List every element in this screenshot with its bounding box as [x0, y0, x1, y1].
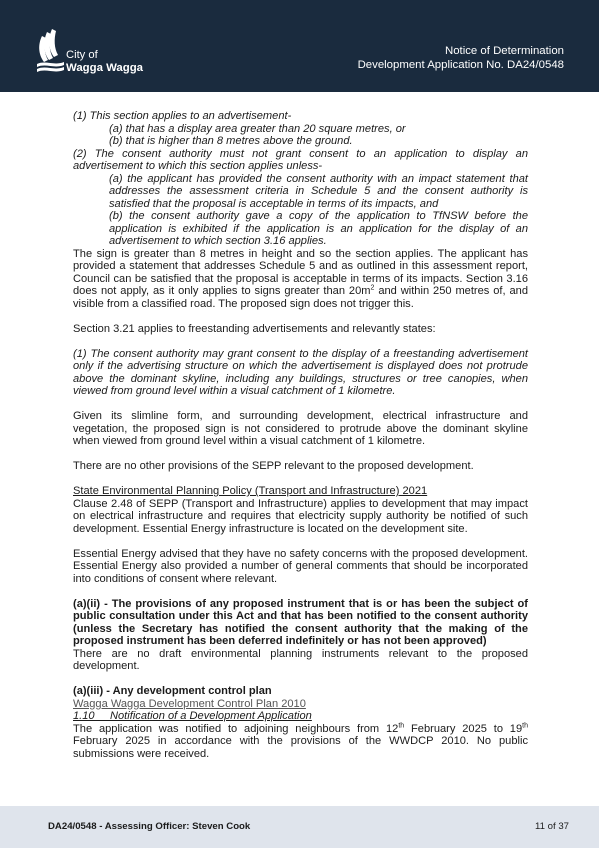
- quote-clause-1: (1) This section applies to an advertisement-: [73, 110, 292, 122]
- page-header: [0, 0, 599, 92]
- paragraph-section-321: Section 3.21 applies to freestanding advertisements and relevantly states:: [73, 322, 436, 335]
- header-title-block: [358, 44, 564, 72]
- paragraph-clause-248: Clause 2.48 of SEPP (Transport and Infrastructure) applies to development that may impact on electrical infrastructure and requires that electricity supply authority be notified of such development. Essential Energy infrastructure is located on the development site.: [73, 497, 528, 535]
- footer-officer: DA24/0548 - Assessing Officer: Steven Cook: [48, 821, 251, 832]
- document-subtitle: Development Application No. DA24/0548: [357, 59, 564, 72]
- quote-clause-2b: (b) the consent authority gave a copy of the application to TfNSW before the application is exhibited if the application is an application for the display of an advertisement to which section 3.16 applies.: [109, 210, 528, 247]
- heading-sepp-transport: State Environmental Planning Policy (Transport and Infrastructure) 2021: [73, 485, 428, 497]
- heading-proposed-instrument: (a)(ii) - The provisions of any proposed instrument that is or has been the subject of public consultation under this Act and that has been notified to the consent authority (unless the Secretary has notified the consent authority that the making of the proposed instrument has been deferred indefinitely or has not been approved): [73, 597, 528, 647]
- heading-notification: 1.10 Notification of a Development Application: [73, 710, 312, 722]
- paragraph-sign-height: The sign is greater than 8 metres in height and so the section applies. The applicant has provided a statement that addresses Schedule 5 and as outlined in this assessment report, Council can be satisfied that the proposal is acceptable in terms of its impacts. Section 3.16 does not apply, as it only applies to signs greater than $20m^2$ and within 250 metres of, and visible from a classified road. The proposed sign does not trigger this.: [73, 247, 529, 310]
- page-body: [73, 110, 528, 760]
- quote-clause-1a: (a) that has a display area greater than 20 square metres, or: [109, 122, 406, 135]
- quote-clause-2a: (a) the applicant has provided the consent authority with an impact statement that addresses the assessment criteria in Schedule 5 and the consent authority is satisfied that the proposal is acceptable in terms of its impacts, and: [109, 172, 528, 210]
- paragraph-skyline: Given its slimline form, and surrounding development, electrical infrastructure and vegetation, the proposed sign is not considered to protrude above the dominant skyline when viewed from ground level within a visual catchment of 1 kilometre.: [73, 410, 528, 447]
- heading-dcp: (a)(iii) - Any development control plan: [73, 685, 272, 697]
- org-line2: Wagga Wagga: [66, 61, 143, 74]
- quote-clause-1b: (b) that is higher than 8 metres above the ground.: [109, 135, 353, 147]
- org-name: [66, 49, 143, 74]
- quote-clause-2: (2) The consent authority must not grant consent to an application to display an advertisement to which this section applies unless-: [73, 147, 528, 172]
- heading-wwdcp: Wagga Wagga Development Control Plan 2010: [73, 697, 306, 710]
- org-line1: City of: [66, 49, 98, 61]
- paragraph-notification: The application was notified to adjoining neighbours from 12th February 2025 to 19th February 2025 in accordance with the provisions of the WWDCP 2010. No public submissions were received.: [73, 721, 528, 760]
- paragraph-no-draft-epi: There are no draft environmental planning instruments relevant to the proposed development.: [73, 647, 528, 672]
- document-title: Notice of Determination: [444, 45, 564, 57]
- quote-section-321: (1) The consent authority may grant consent to the display of a freestanding advertisement only if the advertising structure on which the advertisement is displayed does not protrude above the dominant skyline, including any buildings, structures or tree canopies, when viewed from ground level within a visual catchment of 1 kilometre.: [73, 347, 528, 397]
- page-number: 11 of 37: [535, 821, 569, 832]
- paragraph-no-other-provisions: There are no other provisions of the SEPP relevant to the proposed development.: [73, 460, 474, 472]
- paragraph-essential-energy: Essential Energy advised that they have no safety concerns with the proposed development. Essential Energy also provided a number of general comments that should be incorporated into conditions of consent where relevant.: [73, 547, 528, 585]
